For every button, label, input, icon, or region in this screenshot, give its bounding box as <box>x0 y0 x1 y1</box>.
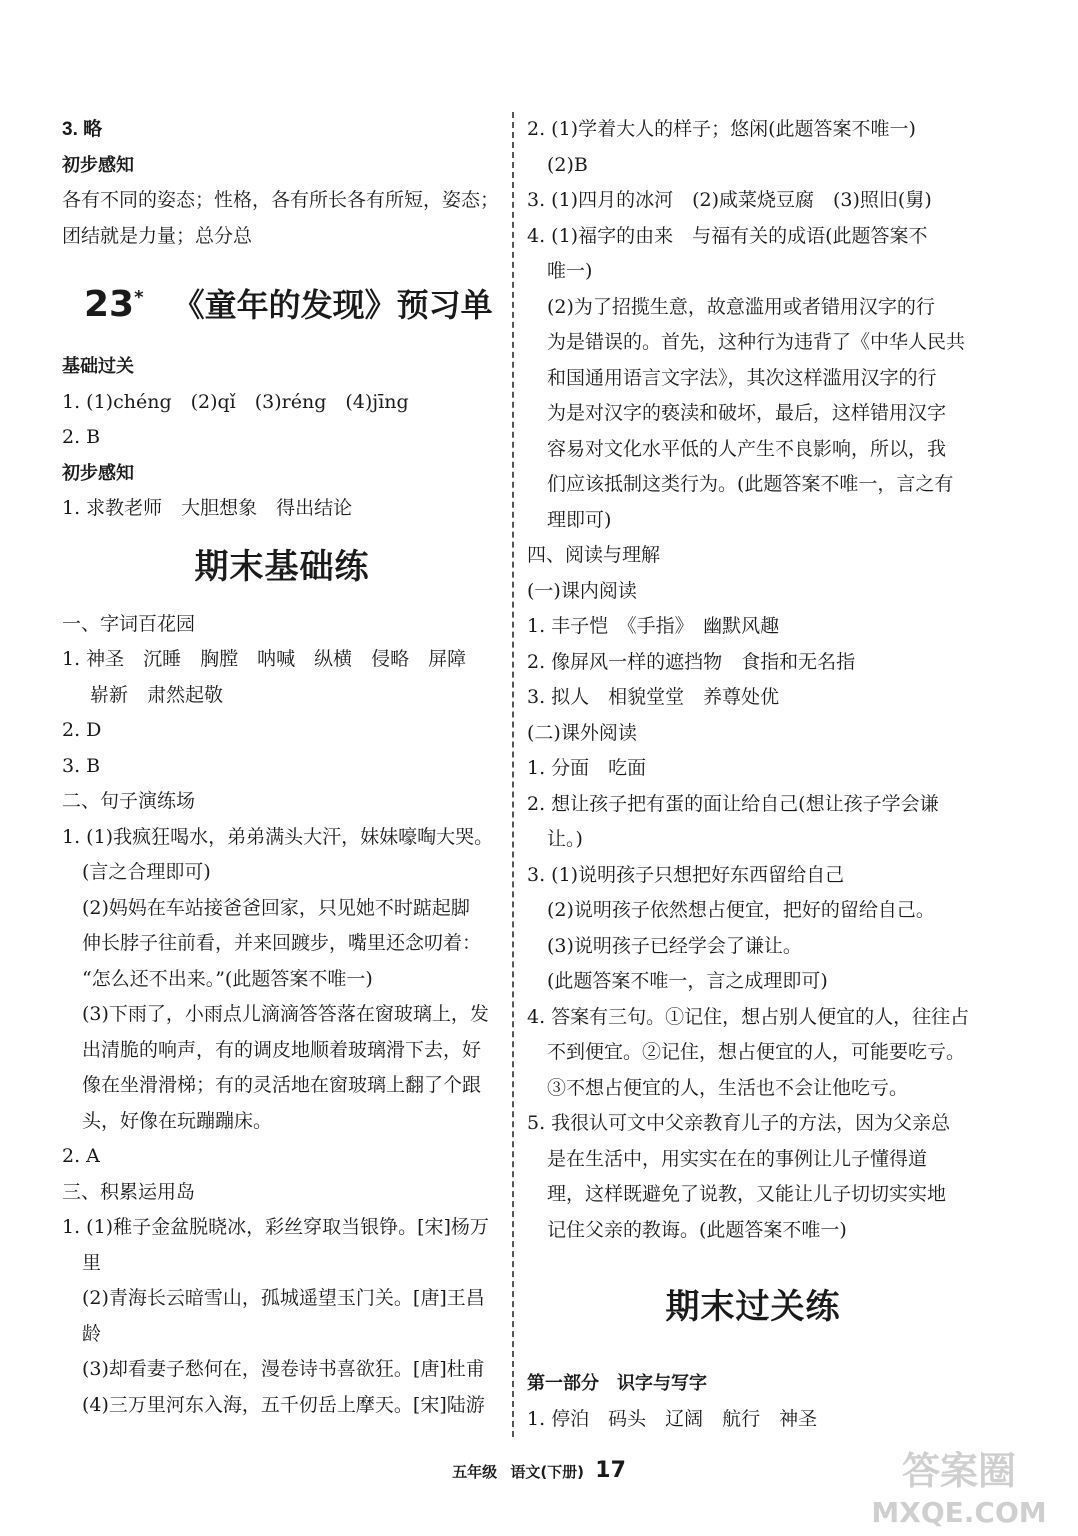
watermark-logo <box>854 1440 1064 1530</box>
answer-line: (2)青海长云暗雪山，孤城遥望玉门关。[唐]王昌 <box>82 1287 485 1309</box>
answer-line: 2. (1)学着大人的样子；悠闲(此题答案不唯一) <box>527 118 916 140</box>
answer-line: 2. 像屏风一样的遮挡物 食指和无名指 <box>527 650 856 673</box>
answer-line: 为是错误的。首先，这种行为违背了《中华人民共 <box>547 331 966 353</box>
answer-line: 龄 <box>82 1322 102 1345</box>
answer-line: 2. D <box>62 719 102 741</box>
answer-line: 容易对文化水平低的人产生不良影响，所以，我 <box>547 437 947 460</box>
answer-line: 伸长脖子往前看，并来回踱步，嘴里还念叨着： <box>82 932 482 954</box>
answer-line: 各有不同的姿态；性格，各有所长各有所短，姿态； <box>62 189 500 211</box>
answer-line: (言之合理即可) <box>82 861 211 883</box>
answer-line: 1. (1)chéng (2)qǐ (3)réng (4)jīng <box>62 390 409 413</box>
part-heading: 一、字词百花园 <box>62 612 196 635</box>
lesson-number: 23* <box>84 284 144 325</box>
part-heading: 四、阅读与理解 <box>527 544 661 566</box>
answer-line: 3. (1)四月的冰河 (2)咸菜烧豆腐 (3)照旧(舅) <box>527 189 932 211</box>
section-heading: 初步感知 <box>62 462 134 484</box>
answer-line: 记住父亲的教诲。(此题答案不唯一) <box>547 1218 847 1241</box>
answer-line: 3. (1)说明孩子只想把好东西留给自己 <box>527 863 845 886</box>
answer-line: “怎么还不出来。”(此题答案不唯一) <box>82 967 373 990</box>
answer-line: 3. 拟人 相貌堂堂 养尊处优 <box>527 686 780 708</box>
answer-line: 为是对汉字的亵渎和破坏，最后，这样错用汉字 <box>547 402 947 424</box>
answer-line: 4. (1)福字的由来 与福有关的成语(此题答案不 <box>527 224 928 247</box>
answer-line: 和国通用语言文字法》，其次这样滥用汉字的行 <box>547 366 937 389</box>
lesson-title-text: 《童年的发现》预习单 <box>172 286 493 324</box>
part-heading: 二、句子演练场 <box>62 790 196 812</box>
answer-line: 崭新 肃然起敬 <box>90 683 224 706</box>
answer-line: 团结就是力量；总分总 <box>62 224 253 247</box>
answer-line: 理，这样既避免了说教，又能让儿子切切实实地 <box>547 1183 947 1205</box>
answer-line: 里 <box>82 1251 102 1274</box>
column-divider <box>512 112 514 1437</box>
answer-line: 像在坐滑滑梯；有的灵活地在窗玻璃上翻了个跟 <box>82 1074 482 1096</box>
answer-line: (2)妈妈在车站接爸爸回家，只见她不时踮起脚 <box>82 896 470 919</box>
answer-line: 1. (1)稚子金盆脱晓冰，彩丝穿取当银铮。[宋]杨万 <box>62 1216 489 1238</box>
answer-line: 1. 神圣 沉睡 胸膛 呐喊 纵横 侵略 屏障 <box>62 648 467 670</box>
right-column <box>527 112 979 1437</box>
left-column <box>62 112 502 1423</box>
section-title-final-pass: 期末过关练 <box>665 1287 841 1327</box>
answer-line: 1. (1)我疯狂喝水，弟弟满头大汗，妹妹嚎啕大哭。 <box>62 825 494 848</box>
answer-line: 4. 答案有三句。①记住，想占别人便宜的人，往往占 <box>527 1005 970 1028</box>
footer-grade: 五年级 <box>452 1463 498 1481</box>
answer-line: 是在生活中，用实实在在的事例让儿子懂得道 <box>547 1147 928 1170</box>
section-title-final-basic: 期末基础练 <box>194 546 370 587</box>
section-heading: 初步感知 <box>62 154 134 176</box>
watermark-text-cn: 答案圈 <box>901 1449 1017 1493</box>
answer-line: 3. 略 <box>62 119 103 140</box>
answer-line: (2)说明孩子依然想占便宜，把好的留给自己。 <box>547 899 935 921</box>
part-heading: 三、积累运用岛 <box>62 1180 196 1203</box>
answer-line: (2)为了招揽生意，故意滥用或者错用汉字的行 <box>547 295 935 318</box>
answer-line: 2. A <box>62 1145 100 1167</box>
answer-line: (4)三万里河东入海，五千仞岳上摩天。[宋]陆游 <box>82 1393 485 1416</box>
answer-line: 让。) <box>547 828 583 850</box>
answer-line: 2. 想让孩子把有蛋的面让给自己(想让孩子学会谦 <box>527 792 939 815</box>
answer-line: (3)下雨了，小雨点儿滴滴答答落在窗玻璃上，发 <box>82 1003 489 1025</box>
answer-line: ③不想占便宜的人，生活也不会让他吃亏。 <box>547 1076 909 1099</box>
subpart-heading: (一)课内阅读 <box>527 579 637 602</box>
answer-line: 1. 停泊 码头 辽阔 航行 神圣 <box>527 1407 818 1430</box>
answer-line: 5. 我很认可文中父亲教育儿子的方法，因为父亲总 <box>527 1112 951 1134</box>
subpart-heading: (二)课外阅读 <box>527 721 637 744</box>
section-heading: 第一部分 识字与写字 <box>527 1373 707 1394</box>
answer-line: (2)B <box>547 153 588 176</box>
answer-line: 3. B <box>62 754 101 777</box>
answer-line: 们应该抵制这类行为。(此题答案不唯一，言之有 <box>547 473 954 495</box>
answer-line: (3)却看妻子愁何在，漫卷诗书喜欲狂。[唐]杜甫 <box>82 1358 485 1380</box>
answer-line: (3)说明孩子已经学会了谦让。 <box>547 934 802 957</box>
lesson-title <box>62 254 502 349</box>
answer-line: 唯一) <box>547 260 593 282</box>
answer-line: 2. B <box>62 426 101 448</box>
section-heading: 基础过关 <box>62 356 134 377</box>
answer-line: (此题答案不唯一，言之成理即可) <box>547 970 828 992</box>
answer-line: 1. 丰子恺 《手指》 幽默风趣 <box>527 615 780 637</box>
answer-line: 理即可) <box>547 508 612 531</box>
answer-line: 不到便宜。②记住，想占便宜的人，可能要吃亏。 <box>547 1041 966 1063</box>
watermark-text-url: MXQE.COM <box>871 1496 1047 1529</box>
answer-line: 1. 分面 吃面 <box>527 757 647 779</box>
answer-line: 头，好像在玩蹦蹦床。 <box>82 1109 273 1132</box>
answer-line: 出清脆的响声，有的调皮地顺着玻璃滑下去，好 <box>82 1038 482 1061</box>
footer-subject: 语文(下册) <box>510 1463 585 1481</box>
page-number: 17 <box>595 1458 626 1483</box>
answer-line: 1. 求教老师 大胆想象 得出结论 <box>62 497 353 519</box>
